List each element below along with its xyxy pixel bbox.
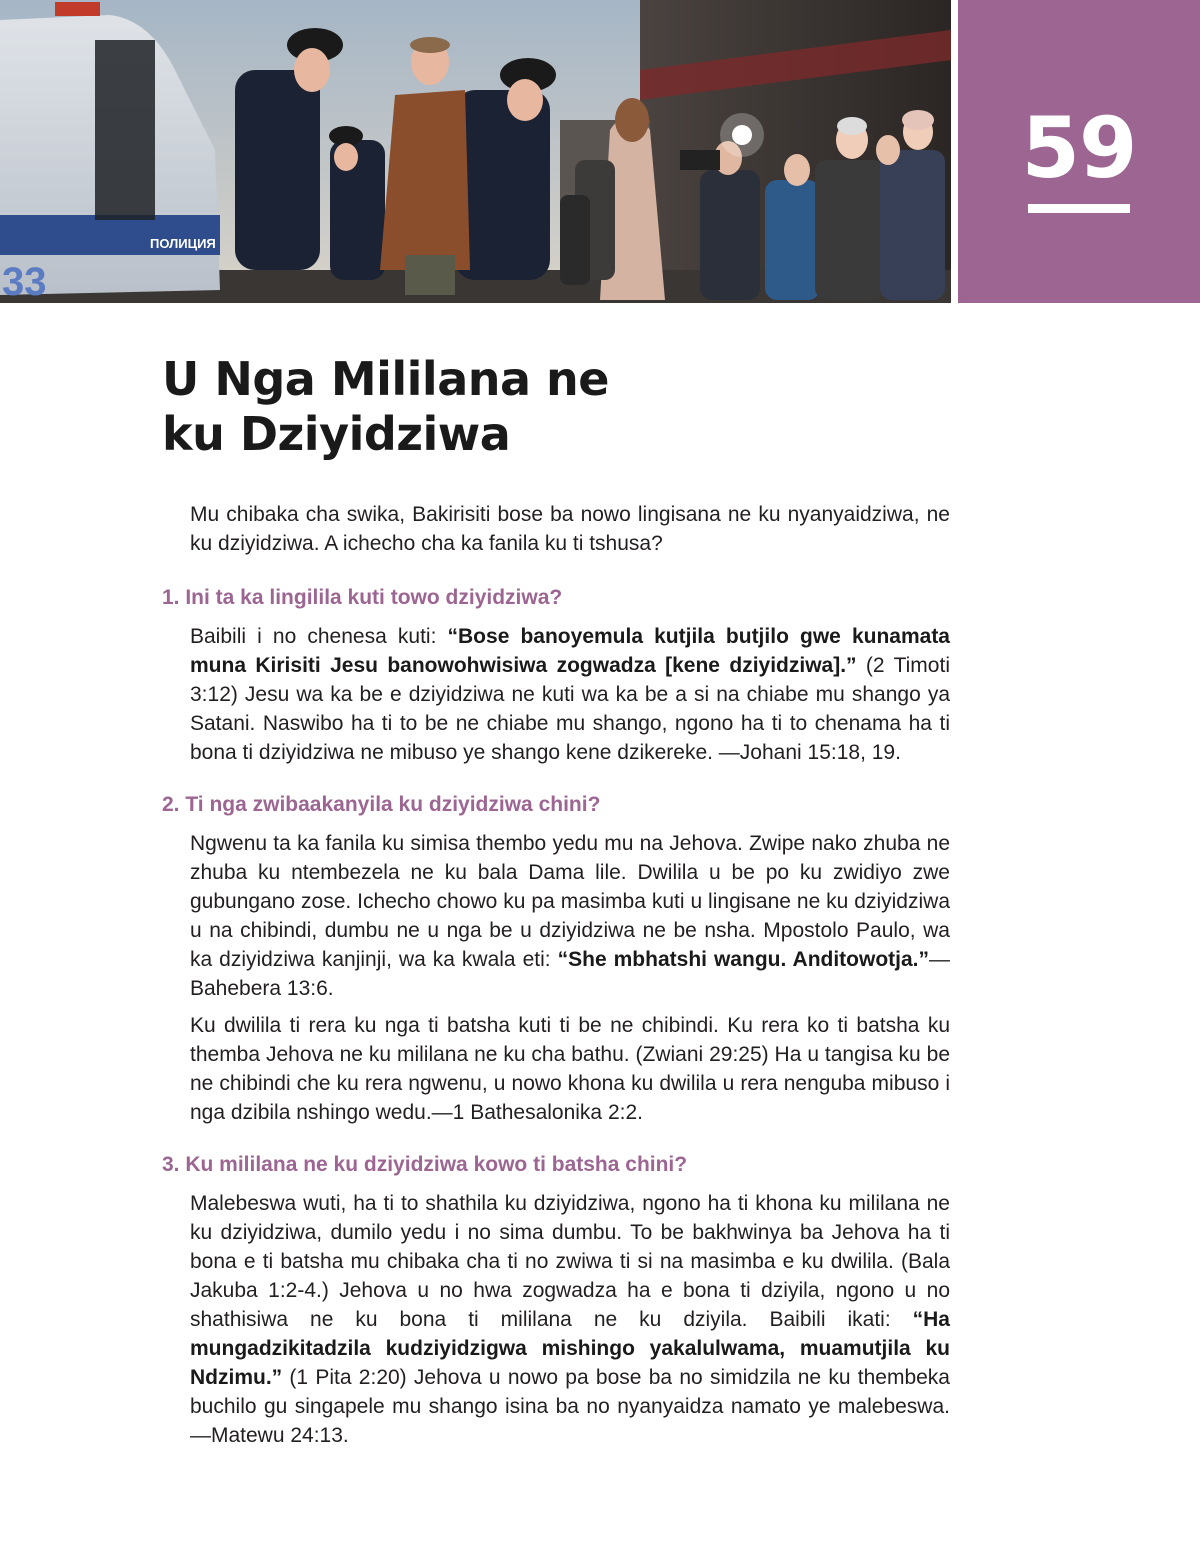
lesson-number-block [958, 0, 1200, 303]
text-run: Malebeswa wuti, ha ti to shathila ku dziyidziwa, ngono ha ti khona ku mililana ne ku dziyidziwa, dumilo yedu i no sima dumbu. To be bakhwinya ba Jehova ha ti bona e ti batsha mu chibaka cha ti no zwiwa ti si na masimba e ku dwilila. (Bala Jakuba 1:2-4.) Jehova u no hwa zogwadza ha e bona ti dziyila, ngono u no shathisiwa ne ku bona ti mililana ne ku dziyila. Baibili ikati: [190, 1192, 950, 1331]
hero-photo [0, 0, 951, 303]
lesson-title [162, 352, 922, 462]
question-1: 1. Ini ta ka lingilila kuti towo dziyidziwa? [162, 586, 563, 609]
section-3 [162, 1151, 950, 1450]
section-1 [162, 584, 950, 767]
van-label: ПОЛИЦИЯ [150, 236, 216, 251]
text-run: (1 Pita 2:20) Jehova u nowo pa bose ba no simidzila ne ku thembeka buchilo gu singapele mu shango isina ba no nyanyaidza namato ye malebeswa.—Matewu 24:13. [190, 1366, 950, 1447]
title-line-2: ku Dziyidziwa [162, 407, 511, 461]
text-run: Ngwenu ta ka fanila ku simisa thembo yedu mu na Jehova. Zwipe nako zhuba ne zhuba ku ntembezela ne ku bala Dama lile. Dwilila u be po ku zwidiyo zwe gubungano zose. Ichecho chowo ku pa masimba kuti u lingisane ne ku dziyidziwa u na chibindi, dumbu ne u nga be u dziyidziwa ne be nsha. Mpostolo Paulo, wa ka dziyidziwa kanjinji, wa ka kwala eti: [190, 832, 950, 971]
text-run: Baibili i no chenesa kuti: [190, 625, 448, 648]
section-1-paragraph-1 [162, 622, 950, 767]
title-line-1: U Nga Mililana ne [162, 352, 609, 406]
text-run: Ku dwilila ti rera ku nga ti batsha kuti ti be ne chibindi. Ku rera ko ti batsha ku themba Jehova ne ku mililana ne ku cha bathu. (Zwiani 29:25) Ha u tangisa ku be ne chibindi che ku rera ngwenu, u nowo khona ku dwilila u rera nenguba mibuso i nga dzibila nshingo wedu.—1 Bathesalonika 2:2. [190, 1014, 950, 1124]
question-2: 2. Ti nga zwibaakanyila ku dziyidziwa chini? [162, 793, 601, 816]
lesson-number-underline [1028, 204, 1130, 213]
section-2 [162, 791, 950, 1127]
photo-arrest-scene [0, 0, 951, 303]
scripture-quote: “She mbhatshi wangu. Anditowotja.” [557, 948, 930, 971]
van-number: 33 [2, 260, 47, 303]
section-2-paragraph-1 [162, 829, 950, 1003]
scripture-quote: “Ha mungadzikitadzila kudziyidzigwa mishingo yakalulwama, muamutjila ku Ndzimu.” [190, 1308, 950, 1389]
text-run: —Bahebera 13:6. [190, 948, 951, 1000]
lesson-content [162, 500, 950, 1474]
text-run: (2 Timoti 3:12) Jesu wa ka be e dziyidziwa ne kuti wa ka be a si na chiabe mu shango ya Satani. Naswibo ha ti to be ne chiabe mu shango, ngono ha ti to chenama ha ti bona ti dziyidziwa ne mibuso ye shango kene dzikereke. —Johani 15:18, 19. [190, 654, 950, 764]
question-3: 3. Ku mililana ne ku dziyidziwa kowo ti batsha chini? [162, 1153, 688, 1176]
section-3-paragraph-1 [162, 1189, 950, 1450]
lesson-number: 59 [1021, 99, 1137, 197]
intro-paragraph: Mu chibaka cha swika, Bakirisiti bose ba nowo lingisana ne ku nyanyaidziwa, ne ku dziyidziwa. A ichecho cha ka fanila ku ti tshusa? [190, 503, 950, 555]
section-2-paragraph-2 [162, 1011, 950, 1127]
scripture-quote: “Bose banoyemula kutjila butjilo gwe kunamata muna Kirisiti Jesu banowohwisiwa zogwadza [kene dziyidziwa].” [190, 625, 950, 677]
